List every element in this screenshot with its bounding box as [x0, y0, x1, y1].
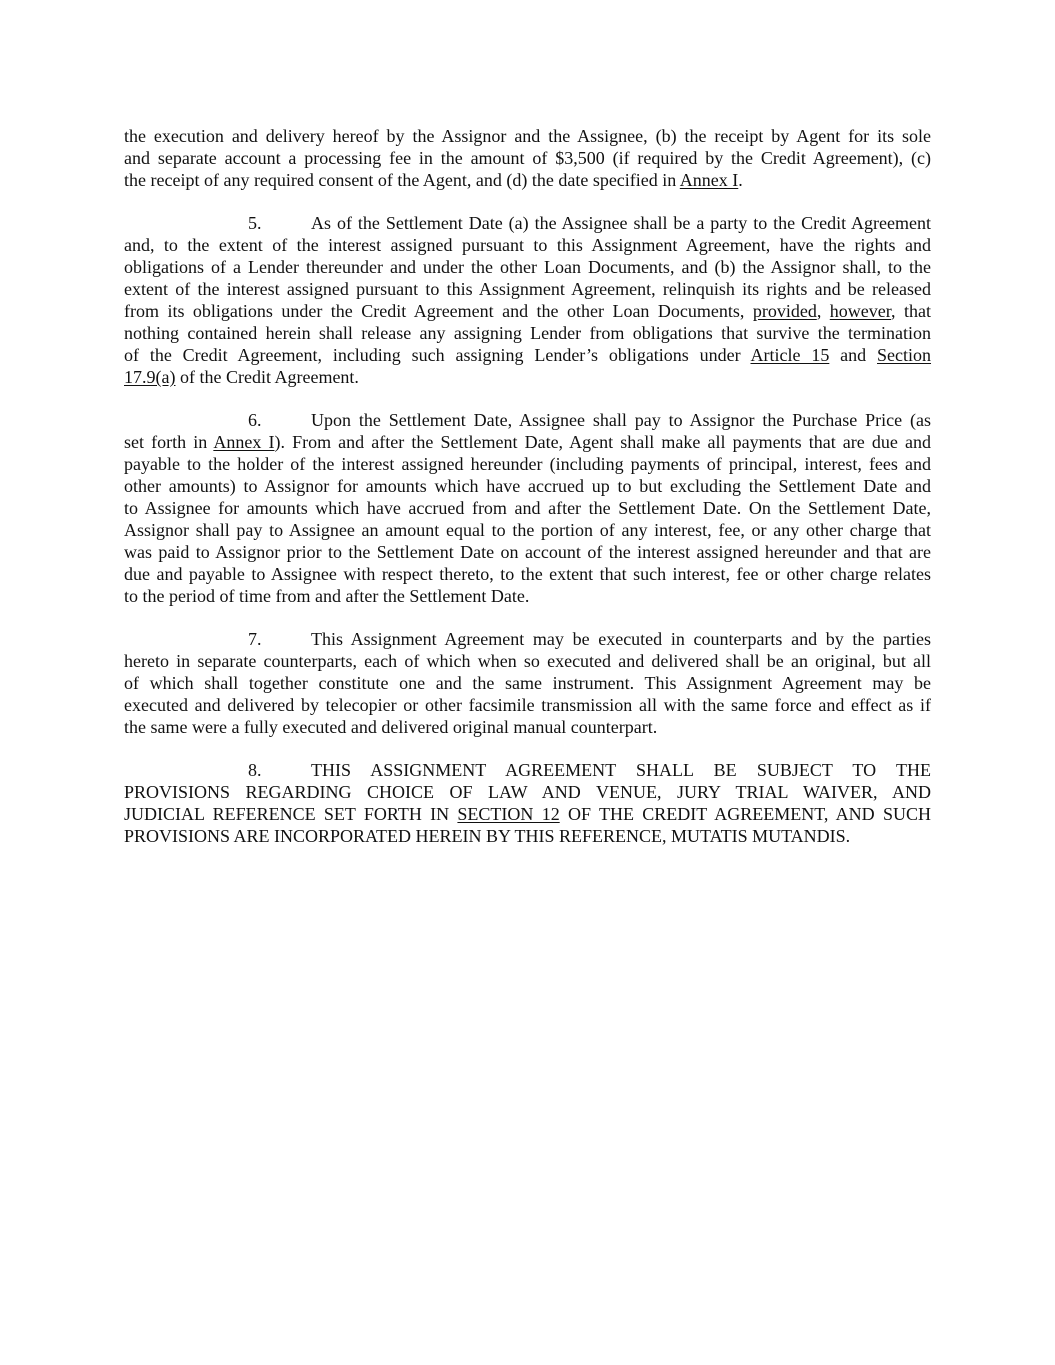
text-line	[124, 759, 931, 781]
text-segment: This Assignment Agreement may be executed in counterparts and by the parties	[311, 629, 931, 649]
paragraph-8	[124, 759, 931, 847]
text-segment: ). From and after the Settlement Date, Agent shall make all payments that are due and	[274, 432, 931, 452]
text-segment: Assignor shall pay to Assignee an amount equal to the portion of any interest, fee, or any other charge that	[124, 520, 931, 540]
text-segment: Upon the Settlement Date, Assignee shall pay to Assignor the Purchase Price (as	[311, 410, 931, 430]
text-line	[124, 803, 931, 825]
text-segment: due and payable to Assignee with respect thereto, to the extent that such interest, fee or other charge relates	[124, 564, 931, 584]
text-segment: from its obligations under the Credit Agreement and the other Loan Documents,	[124, 301, 753, 321]
text-segment: of the Credit Agreement, including such assigning Lender’s obligations under	[124, 345, 751, 365]
paragraph-6	[124, 409, 931, 607]
text-line	[124, 212, 931, 234]
text-line	[124, 125, 931, 147]
cross-reference: SECTION 12	[457, 804, 560, 824]
cross-reference: 17.9(a)	[124, 367, 176, 387]
text-line	[124, 278, 931, 300]
text-segment: was paid to Assignor prior to the Settlement Date on account of the interest assigned hereunder and that are	[124, 542, 931, 562]
text-segment: nothing contained herein shall release any assigning Lender from obligations that survive the termination	[124, 323, 931, 343]
text-segment: to the period of time from and after the Settlement Date.	[124, 586, 530, 606]
text-line	[124, 169, 931, 191]
text-line	[124, 344, 931, 366]
text-line	[124, 694, 931, 716]
text-segment: OF THE CREDIT AGREEMENT, AND SUCH	[559, 804, 931, 824]
cross-reference: Annex I	[213, 432, 275, 452]
text-segment: payable to the holder of the interest assigned hereunder (including payments of principal, interest, fees and	[124, 454, 931, 474]
text-line	[124, 716, 931, 738]
text-line	[124, 322, 931, 344]
text-segment: ,	[816, 301, 830, 321]
section-number: 5.	[248, 213, 262, 233]
text-line	[124, 628, 931, 650]
text-segment: to Assignee for amounts which have accrued from and after the Settlement Date. On the Settlement Date,	[124, 498, 931, 518]
text-segment: .	[738, 170, 743, 190]
text-segment: the receipt of any required consent of the Agent, and (d) the date specified in	[124, 170, 680, 190]
text-segment: of the Credit Agreement.	[175, 367, 359, 387]
paragraph-7	[124, 628, 931, 738]
text-line	[124, 256, 931, 278]
section-number: 7.	[248, 629, 262, 649]
text-segment: set forth in	[124, 432, 214, 452]
cross-reference: Section	[877, 345, 932, 365]
text-line	[124, 781, 931, 803]
text-line	[124, 585, 931, 607]
text-segment: extent of the interest assigned pursuant to this Assignment Agreement, relinquish its rights and be released	[124, 279, 931, 299]
text-line	[124, 431, 931, 453]
text-line	[124, 409, 931, 431]
text-line	[124, 300, 931, 322]
paragraph-continued	[124, 125, 931, 191]
text-segment: of which shall together constitute one and the same instrument. This Assignment Agreement may be	[124, 673, 931, 693]
cross-reference: Article 15	[750, 345, 830, 365]
text-segment: hereto in separate counterparts, each of which when so executed and delivered shall be an original, but all	[124, 651, 931, 671]
text-line	[124, 453, 931, 475]
text-segment: obligations of a Lender thereunder and under the other Loan Documents, and (b) the Assignor shall, to the	[124, 257, 931, 277]
text-line	[124, 650, 931, 672]
text-line	[124, 497, 931, 519]
text-segment: and, to the extent of the interest assigned pursuant to this Assignment Agreement, have the rights and	[124, 235, 931, 255]
section-number: 8.	[248, 760, 262, 780]
cross-reference: however	[829, 301, 892, 321]
section-number: 6.	[248, 410, 262, 430]
text-line	[124, 519, 931, 541]
text-segment: and separate account a processing fee in the amount of $3,500 (if required by the Credit Agreement), (c)	[124, 148, 931, 168]
text-segment: , that	[891, 301, 931, 321]
text-line	[124, 825, 931, 847]
paragraph-5	[124, 212, 931, 388]
text-segment: JUDICIAL REFERENCE SET FORTH IN	[124, 804, 458, 824]
text-segment: PROVISIONS ARE INCORPORATED HEREIN BY THIS REFERENCE, MUTATIS MUTANDIS.	[124, 826, 851, 846]
document-page	[124, 125, 931, 868]
text-segment: the execution and delivery hereof by the Assignor and the Assignee, (b) the receipt by Agent for its sole	[124, 126, 931, 146]
cross-reference: Annex I	[679, 170, 739, 190]
text-segment: As of the Settlement Date (a) the Assignee shall be a party to the Credit Agreement	[311, 213, 931, 233]
text-segment: the same were a fully executed and delivered original manual counterpart.	[124, 717, 658, 737]
text-segment: other amounts) to Assignor for amounts which have accrued up to but excluding the Settlement Date and	[124, 476, 931, 496]
text-line	[124, 366, 931, 388]
cross-reference: provided	[752, 301, 817, 321]
text-line	[124, 563, 931, 585]
text-line	[124, 475, 931, 497]
text-segment: THIS ASSIGNMENT AGREEMENT SHALL BE SUBJECT TO THE	[311, 760, 931, 780]
text-segment: PROVISIONS REGARDING CHOICE OF LAW AND VENUE, JURY TRIAL WAIVER, AND	[124, 782, 931, 802]
text-segment: and	[829, 345, 878, 365]
text-segment: executed and delivered by telecopier or other facsimile transmission all with the same force and effect as if	[124, 695, 931, 715]
text-line	[124, 672, 931, 694]
text-line	[124, 541, 931, 563]
text-line	[124, 147, 931, 169]
text-line	[124, 234, 931, 256]
